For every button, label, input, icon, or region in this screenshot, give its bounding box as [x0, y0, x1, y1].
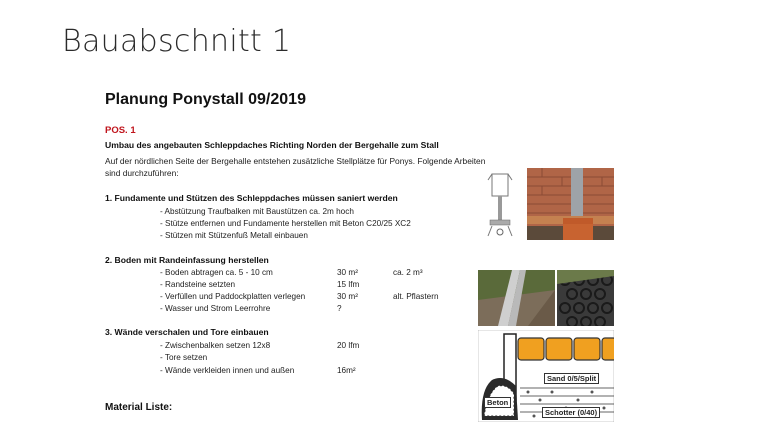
position-subtitle: Umbau des angebauten Schleppdaches Richting Norden der Bergehalle zum Stall	[105, 140, 439, 150]
document-title: Planung Ponystall 09/2019	[105, 91, 306, 108]
section-2-item-4-qty: ?	[337, 304, 342, 313]
steel-post-photo	[527, 168, 614, 240]
intro-line-1: Auf der nördlichen Seite der Bergehalle entstehen zusätzliche Stellplätze für Ponys. Folgende Arbeiten	[105, 156, 486, 166]
section-3-item-1-qty: 20 lfm	[337, 341, 360, 350]
section-2-item-4: - Wasser und Strom Leerrohre	[160, 304, 271, 313]
slide-title: Bauabschnitt 1	[62, 24, 292, 59]
section-2-item-2-qty: 15 lfm	[337, 280, 360, 289]
section-3-item-3: - Wände verkleiden innen und außen	[160, 366, 295, 375]
section-2-item-1: - Boden abtragen ca. 5 - 10 cm	[160, 268, 273, 277]
label-schotter: Schotter (0/40)	[542, 407, 600, 418]
section-heading-1: 1. Fundamente und Stützen des Schleppdaches müssen saniert werden	[105, 193, 398, 203]
section-2-item-3: - Verfüllen und Paddockplatten verlegen	[160, 292, 306, 301]
section-3-item-3-qty: 16m²	[337, 366, 356, 375]
paddock-plates-photo	[557, 270, 614, 326]
section-2-item-1-note: ca. 2 m³	[393, 268, 423, 277]
section-1-item-1: - Abstützung Traufbalken mit Baustützen ca. 2m hoch	[160, 207, 354, 216]
section-heading-2: 2. Boden mit Randeinfassung herstellen	[105, 255, 269, 265]
material-list-heading: Material Liste:	[105, 402, 173, 413]
curb-stone-photo	[478, 270, 555, 326]
cross-section-diagram	[478, 330, 614, 422]
label-beton: Beton	[484, 397, 511, 408]
section-2-item-3-note: alt. Pflastern	[393, 292, 439, 301]
position-label: POS. 1	[105, 125, 136, 136]
section-1-item-2: - Stütze entfernen und Fundamente herstellen mit Beton C20/25 XC2	[160, 219, 411, 228]
section-3-item-1: - Zwischenbalken setzen 12x8	[160, 341, 271, 350]
post-bracket-image	[478, 170, 522, 240]
section-heading-3: 3. Wände verschalen und Tore einbauen	[105, 327, 269, 337]
label-sand: Sand 0/5/Split	[544, 373, 599, 384]
section-2-item-1-qty: 30 m²	[337, 268, 358, 277]
section-1-item-3: - Stützen mit Stützenfuß Metall einbauen	[160, 231, 308, 240]
section-3-item-2: - Tore setzen	[160, 353, 208, 362]
intro-line-2: sind durchzuführen:	[105, 168, 179, 178]
section-2-item-3-qty: 30 m²	[337, 292, 358, 301]
section-2-item-2: - Randsteine setzten	[160, 280, 236, 289]
